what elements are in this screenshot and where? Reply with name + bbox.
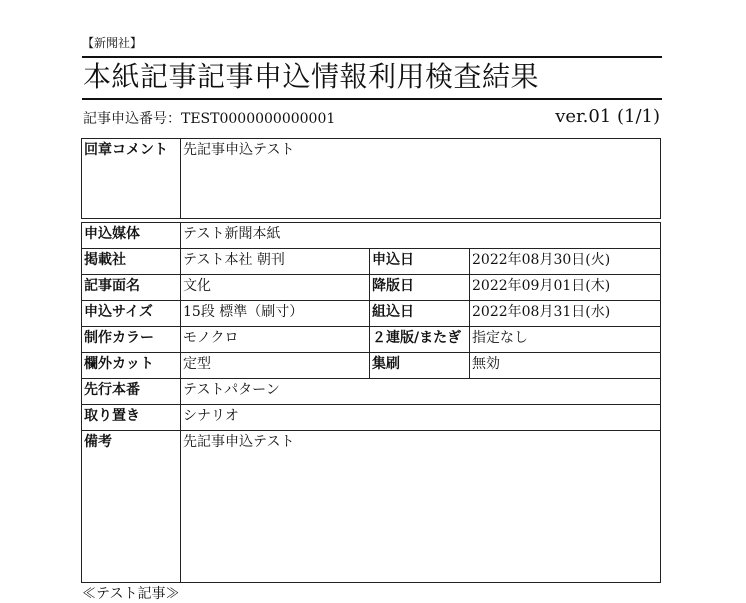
row-publisher bbox=[82, 249, 661, 275]
row-prior bbox=[82, 379, 661, 405]
page-title: 本紙記事記事申込情報利用検査結果 bbox=[83, 60, 540, 93]
row-media bbox=[82, 223, 661, 249]
title-top-rule bbox=[82, 56, 662, 58]
cut-label: 欄外カット bbox=[82, 353, 181, 379]
prior-value: テストパターン bbox=[181, 379, 661, 405]
span-label: ２連版/またぎ bbox=[370, 327, 470, 353]
row-color bbox=[82, 327, 661, 353]
publisher-label-cell: 掲載社 bbox=[82, 249, 181, 275]
apply-date-value: 2022年08月30日(火) bbox=[470, 249, 661, 275]
print-value: 無効 bbox=[470, 353, 661, 379]
media-value: テスト新聞本紙 bbox=[181, 223, 661, 249]
section-title: ≪テスト記事≫ bbox=[82, 586, 180, 602]
release-date-label: 降版日 bbox=[370, 275, 470, 301]
print-label: 集刷 bbox=[370, 353, 470, 379]
cut-value: 定型 bbox=[181, 353, 370, 379]
page-value: 文化 bbox=[181, 275, 370, 301]
layout-date-value: 2022年08月31日(水) bbox=[470, 301, 661, 327]
row-cut bbox=[82, 353, 661, 379]
reserve-label: 取り置き bbox=[82, 405, 181, 431]
notes-label: 備考 bbox=[82, 431, 181, 583]
size-value: 15段 標準（刷寸） bbox=[181, 301, 370, 327]
color-value: モノクロ bbox=[181, 327, 370, 353]
comment-label: 回章コメント bbox=[82, 139, 181, 219]
row-notes bbox=[82, 431, 661, 583]
apply-date-label: 申込日 bbox=[370, 249, 470, 275]
span-value: 指定なし bbox=[470, 327, 661, 353]
layout-date-label: 組込日 bbox=[370, 301, 470, 327]
reserve-value: シナリオ bbox=[181, 405, 661, 431]
row-size bbox=[82, 301, 661, 327]
details-table bbox=[81, 222, 661, 583]
version-label: ver.01 (1/1) bbox=[555, 106, 660, 127]
application-number: 記事申込番号：TEST0000000000001 bbox=[83, 111, 336, 127]
publisher-value: テスト本社 朝刊 bbox=[181, 249, 370, 275]
publisher-label: 【新聞社】 bbox=[82, 36, 143, 50]
title-bottom-rule bbox=[82, 98, 662, 100]
notes-value: 先記事申込テスト bbox=[181, 431, 661, 583]
color-label: 制作カラー bbox=[82, 327, 181, 353]
prior-label: 先行本番 bbox=[82, 379, 181, 405]
row-reserve bbox=[82, 405, 661, 431]
page-label: 記事面名 bbox=[82, 275, 181, 301]
release-date-value: 2022年09月01日(木) bbox=[470, 275, 661, 301]
size-label: 申込サイズ bbox=[82, 301, 181, 327]
comment-value: 先記事申込テスト bbox=[181, 139, 661, 219]
row-page bbox=[82, 275, 661, 301]
media-label: 申込媒体 bbox=[82, 223, 181, 249]
comment-table bbox=[81, 138, 661, 219]
